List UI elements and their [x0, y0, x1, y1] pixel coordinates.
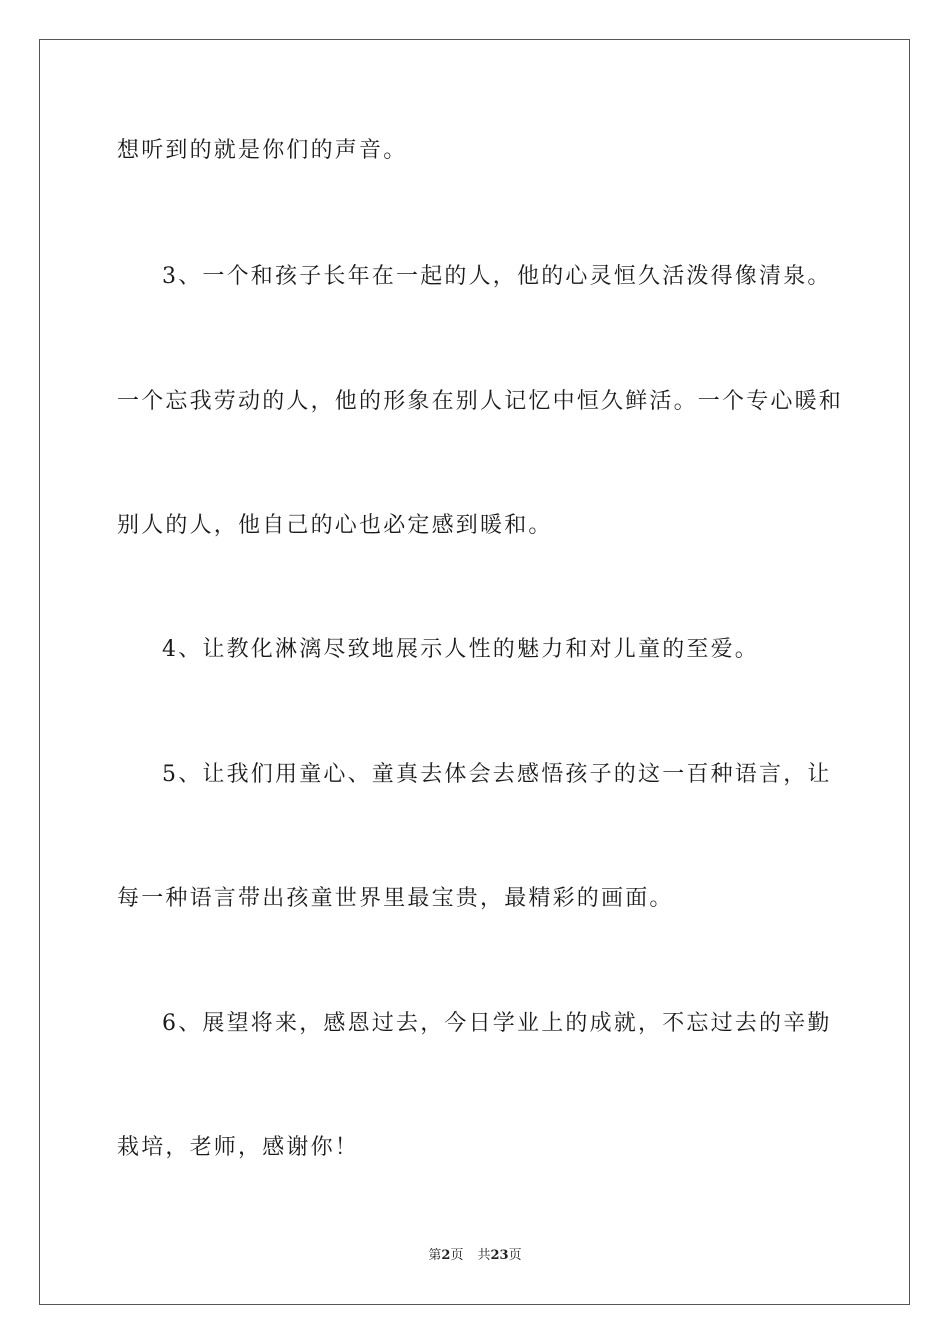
paragraph-3-line-1: 3、一个和孩子长年在一起的人，他的心灵恒久活泼得像清泉。 — [162, 264, 832, 289]
page-number: 2 — [441, 1248, 451, 1263]
paragraph-4-line-1: 4、让教化淋漓尽致地展示人性的魅力和对儿童的至爱。 — [162, 637, 759, 662]
total-prefix: 共 — [477, 1248, 491, 1263]
page-footer — [0, 1247, 950, 1265]
paragraph-6-line-1: 6、展望将来，感恩过去，今日学业上的成就，不忘过去的辛勤 — [162, 1011, 832, 1036]
paragraph-6-line-2: 栽培，老师，感谢你！ — [117, 1135, 360, 1160]
page-border — [39, 39, 910, 1305]
total-suffix: 页 — [508, 1248, 522, 1263]
total-pages: 23 — [490, 1248, 509, 1263]
page-suffix: 页 — [450, 1248, 464, 1263]
paragraph-3-line-2: 一个忘我劳动的人，他的形象在别人记忆中恒久鲜活。一个专心暖和 — [117, 389, 844, 414]
page-prefix: 第 — [428, 1248, 442, 1263]
paragraph-5-line-2: 每一种语言带出孩童世界里最宝贵，最精彩的画面。 — [117, 886, 674, 911]
text-line: 想听到的就是你们的声音。 — [117, 138, 408, 163]
paragraph-5-line-1: 5、让我们用童心、童真去体会去感悟孩子的这一百种语言，让 — [162, 762, 832, 787]
paragraph-3-line-3: 别人的人，他自己的心也必定感到暖和。 — [117, 513, 553, 538]
